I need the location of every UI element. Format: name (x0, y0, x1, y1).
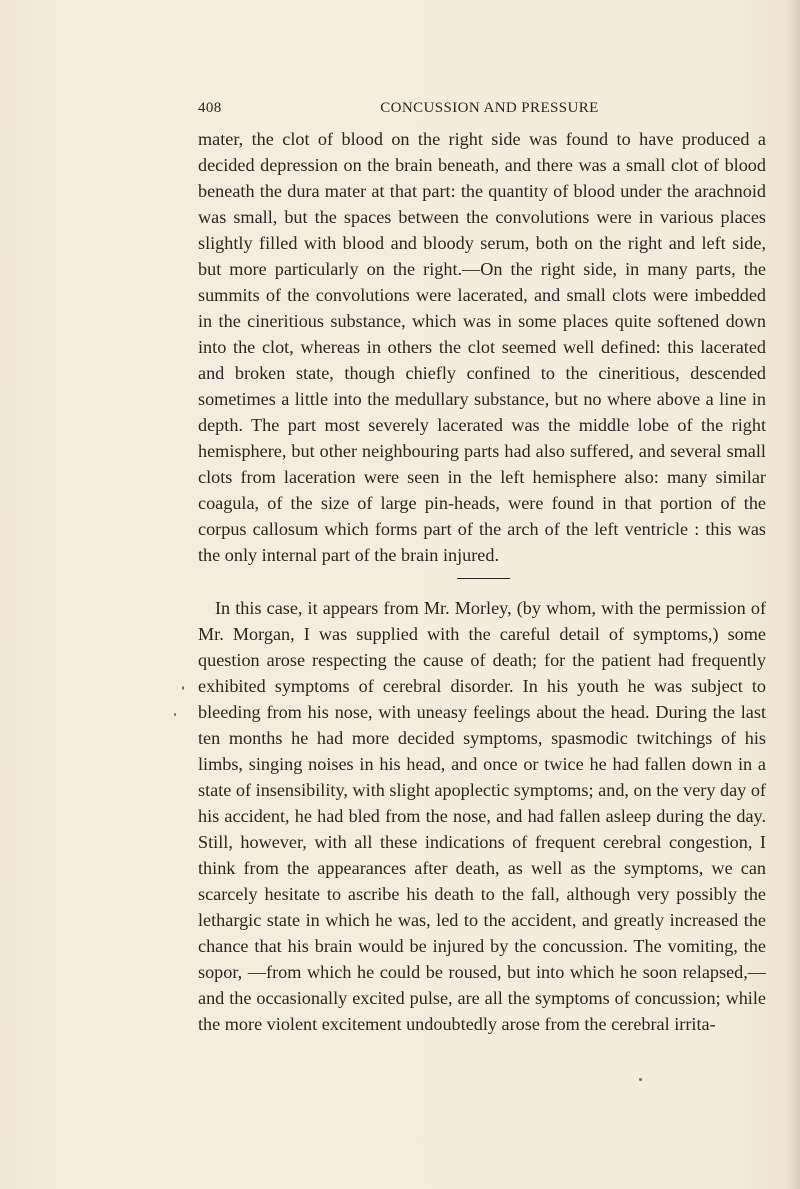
page-number: 408 (198, 100, 222, 116)
ink-speck (639, 1078, 642, 1081)
paragraph-autopsy: mater, the clot of blood on the right side was found to have produced a decided depression on the brain beneath, and there was a small clot of blood beneath the dura mater at that part: the quantity of blood under the arachnoid was small, but the spaces between the convolutions were in various places slightly filled with blood and bloody serum, both on the right and left side, but more particularly on the right.—On the right side, in many parts, the summits of the convolutions were lacerated, and small clots were imbedded in the cineritious substance, which was in some places quite softened down into the clot, whereas in others the clot seemed well defined: this lacerated and broken state, though chiefly confined to the cineritious, descended sometimes a little into the medullary substance, but no where above a line in depth. The part most severely lacerated was the middle lobe of the right hemisphere, but other neighbouring parts had also suffered, and several small clots from laceration were seen in the left hemisphere also: many similar coagula, of the size of large pin-heads, were found in that portion of the corpus callosum which forms part of the arch of the left ventricle : this was the only internal part of the brain injured. (198, 129, 766, 565)
ink-speck (174, 713, 176, 716)
paragraph-case-discussion: In this case, it appears from Mr. Morley, (by whom, with the permission of Mr. Morgan, I was supplied with the careful detail of symptoms,) some question arose respecting the cause of death; for the patient had frequently exhibited symptoms of cerebral disorder. In his youth he was subject to bleeding from his nose, with uneasy feelings about the head. During the last ten months he had more decided symptoms, spasmodic twitchings of his limbs, singing noises in his head, and once or twice he had fallen down in a state of insensibility, with slight apoplectic symptoms; and, on the very day of his accident, he had bled from the nose, and had fallen asleep during the day. Still, however, with all these indications of frequent cerebral congestion, I think from the appearances after death, as well as the symptoms, we can scarcely hesitate to ascribe his death to the fall, although very possibly the lethargic state in which he was, led to the accident, and greatly increased the chance that his brain would be injured by the concussion. The vomiting, the sopor, —from which he could be roused, but into which he soon relapsed,—and the occasionally excited pulse, are all the symptoms of concussion; while the more violent excitement undoubtedly arose from the cerebral irrita- (198, 598, 766, 1034)
page-edge-shadow (786, 0, 800, 1189)
running-title: CONCUSSION AND PRESSURE (380, 100, 599, 116)
section-divider (457, 578, 510, 579)
ink-speck (182, 686, 184, 690)
body-text (198, 126, 766, 1037)
running-head (198, 100, 766, 122)
